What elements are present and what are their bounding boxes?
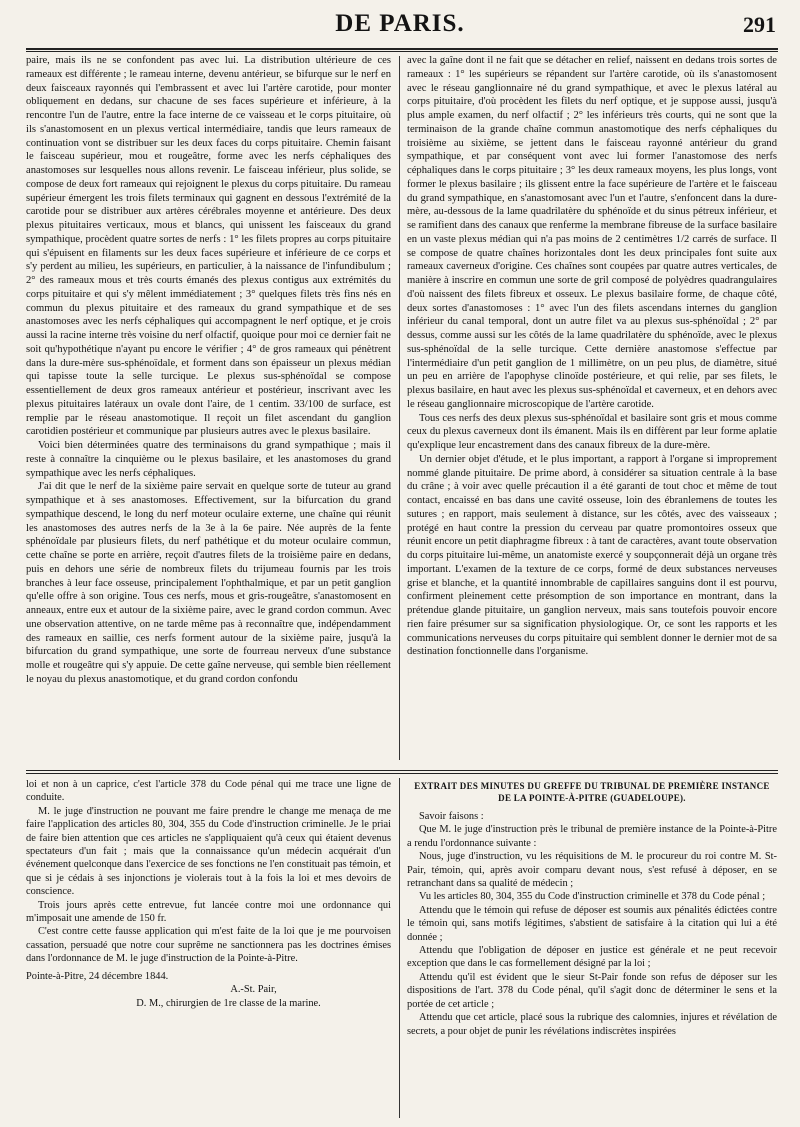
extract-paragraph: Vu les articles 80, 304, 355 du Code d'instruction criminelle et 378 du Code pénal ; <box>419 891 766 903</box>
letter-signature <box>26 970 391 1010</box>
page-header <box>24 10 776 40</box>
letter-paragraph: loi et non à un caprice, c'est l'article 378 du Code pénal qui me trace une ligne de conduite. <box>26 779 391 804</box>
column-divider <box>399 56 400 760</box>
extract-paragraph: Attendu que l'obligation de déposer en justice est générale et ne peut recevoir exception que dans le cas formellement désigné par la loi ; <box>407 945 777 970</box>
page-number: 291 <box>743 12 776 37</box>
article-paragraph: paire, mais ils ne se confondent pas avec lui. La distribution ultérieure de ces rameaux est différente ; le rameau interne, devenu antérieur, se bifurque sur le nerf en deux faisceaux rayonnés qui l'embrassent et avec lui l'artère carotide, pour monter obliquement en dedans, sur chacune de ses faces supérieure et inférieure, à la rencontre l'un de l'autre, entre la face interne de ce vaisseau et le corps pituitaire, où ils s'anastomosent en un plexus vertical intermédiaire, tandis que leurs rameaux de continuation vont se distribuer sur les deux faces du corps pituitaire. Chemin faisant le faisceau supérieur, mou et rougeâtre, forme avec les nerfs céphaliques des anastomoses sur lesquelles nous allons revenir. Le faisceau inférieur, plus solide, se compose de deux fort rameaux qui rejoignent le plexus du corps pituitaire. Du rameau supérieur émergent les trois filets terminaux qui gagnent en dessous l'extrémité de la carotide pour se distribuer aux artères cérébrales moyenne et antérieure. Des deux plexus pituitaires verticaux, mous et blancs, qui unissent les faisceaux du grand sympathique, procèdent quatre sortes de nerfs : 1° les filets propres au corps pituitaire qui s'épuisent en filaments sur les deux faces supérieure et inférieure de ce corps et s'y perdent au milieu, les supérieurs, en particulier, à la naissance de l'infundibulum ; 2° des rameaux mous et très courts émanés des plexus contigus aux extrémités du corps pituitaire et qui s'y mêlent immédiatement ; 3° quelques filets très fins nés en commun du plexus pituitaire et des rameaux du grand sympathique et de ses anastomoses avec les nerfs céphaliques qui accompagnent le nerf optique, et je crois aussi la racine interne très voisine du nerf olfactif, quoique pour moi ce dernier fait ne soit qu'hypothétique n'ayant pu encore le vérifier ; 4° de gros rameaux qui pénètrent dans la dure-mère sus-sphénoïdale, et forment dans son épaisseur un plexus médian qui tapisse toute la selle turcique. Le plexus sus-sphénoïdal se compose essentiellement de deux gros rameaux antérieur et postérieur, inscrivant avec les plexus pituitaires latéraux un ovale dont l'aire, de 1 centim. 33/100 de surface, est remplie par le réseau anastomotique. Il reçoit un filet ascendant du ganglion carotidien postérieur et communique par plusieurs autres avec le plexus basilaire. <box>26 55 391 438</box>
article-paragraph: avec la gaîne dont il ne fait que se détacher en relief, naissent en dedans trois sortes de rameaux : 1° les supérieurs se répandent sur l'artère carotide, où ils s'anastomosent avec le réseau ganglionnaire né du grand sympathique, et avec le plexus latéral au corps pituitaire, d'où procèdent les filets du nerf optique, et je suppose aussi, jusqu'à plus ample examen, du nerf olfactif ; 2° les inférieurs très courts, qui ne sont que la terminaison de la grande chaîne commun anastomotique des nerfs céphaliques du troisième au sixième, se jettent dans le faisceau rayonné antérieur du grand sympathique, et par conséquent vont avec lui former l'anastomose des nerfs céphaliques dans le corps pituitaire ; 3° les deux rameaux moyens, les plus longs, vont former le plexus basilaire ; ils glissent entre la face supérieure de l'artère et le faisceau du grand sympathique, en s'anastomosant avec l'un et l'autre, s'enfoncent dans la dure-mère, au-dessous de la lame quadrilatère du sphénoïde et du sinus pétreux inférieur, et se ramifient dans des canaux que renferme la membrane fibreuse de la surface basilaire en un vaste plexus médian qui n'a pas moins de 2 centimètres 1/2 carrés de surface. Il se compose de quatre chaînes horizontales dont les deux principales font suite aux rameaux caverneux d'origine. Ces chaînes sont coupées par quatre autres verticales, de manière à inscrire en commun une sorte de gril composé de polyèdres quadrangulaires d'où naissent des filets fibreux et osseux. Le plexus basilaire forme, de chaque côté, deux sortes d'anastomoses : 1° avec l'un des filets ascendans internes du ganglion inférieur du canal temporal, dont un autre filet va au plexus sus-sphénoïdal ; 2° par dessus, comme aussi sur les côtés de la lame quadrilatère du sphénoïde, avec le plexus sus-sphénoïdal de la selle turcique. Cette dernière anastomose s'effectue par l'intermédiaire d'un petit ganglion de 1 millimètre, on un peu plus, de diamètre, situé un peu en arrière de l'apophyse clinoïde postérieure, et qui relie, par ses filets, le plexus basilaire, en haut avec les plexus sus-sphénoïdal et caverneux, et en dehors avec le réseau ganglionnaire microscopique de l'artère carotide. <box>407 55 777 410</box>
signature-place-date: Pointe-à-Pitre, 24 décembre 1844. <box>26 970 169 982</box>
court-extract-column <box>407 778 777 1122</box>
column-divider <box>399 778 400 1118</box>
section-rule <box>26 773 778 774</box>
running-title: DE PARIS. <box>335 10 465 37</box>
extract-paragraph: Attendu que le témoin qui refuse de déposer est soumis aux pénalités édictées contre le témoin qui, sans motifs légitimes, s'abstient de satisfaire à la citation qui lui a été donnée ; <box>407 904 777 943</box>
extract-paragraph: Nous, juge d'instruction, vu les réquisitions de M. le procureur du roi contre M. St-Pair, témoin, qui, après avoir comparu devant nous, s'est refusé à déposer, en se retranchant dans sa qualité de médecin ; <box>407 851 777 890</box>
article-paragraph: Tous ces nerfs des deux plexus sus-sphénoïdal et basilaire sont gris et mous comme ceux du plexus caverneux dont ils émanent. Mais ils en diffèrent par leur forme aplatie qu'explique leur encastrement dans des canaux fibreux de la dure-mère. <box>407 412 777 451</box>
section-rule <box>26 770 778 771</box>
extract-paragraph: Savoir faisons : <box>419 811 484 822</box>
signature-name: A.-St. Pair, <box>230 984 277 996</box>
extract-paragraph: Que M. le juge d'instruction près le tribunal de première instance de la Pointe-à-Pitre a rendu l'ordonnance suivante : <box>407 824 777 849</box>
header-rule <box>26 48 778 50</box>
article-paragraph: Un dernier objet d'étude, et le plus important, a rapport à l'organe si improprement nommé glande pituitaire. De prime abord, à considérer sa situation centrale à la base du crâne ; à voir avec quelle précaution il a été garanti de tout choc et même de tout contact, encaissé en bas dans une cavité osseuse, loin des ébranlemens de toutes les sutures ; en rapport, mais seulement à distance, sur les côtés, avec des vaisseaux ; protégé en haut contre la pression du cerveau par quatre promontoires osseux que réunit encore un petit diaphragme fibreux : à tant de caractères, avant toute observation du corps pituitaire lui-même, un anatomiste exercé y soupçonnerait déjà un organe très important. L'examen de la texture de ce corps, formé de deux substances nerveuses grise et blanche, et la quantité innombrable de capillaires sanguins dont il est pourvu, confirment pleinement cette présomption de son importance en montrant, dans la prétendue glande pituitaire, un ganglion nerveux, mais sans toutefois pouvoir encore rien faire présumer sur sa signification physiologique. Or, ce sont les rapports et les communications nerveuses du corps pituitaire qui semblent donner le dernier mot de sa destination fonctionnelle dans l'organisme. <box>407 453 777 658</box>
article-paragraph: Voici bien déterminées quatre des terminaisons du grand sympathique ; mais il reste à connaître la cinquième ou le plexus basilaire, et les anastomoses du grand sympathique avec les nerfs céphaliques. <box>26 440 391 479</box>
signature-role: D. M., chirurgien de 1re classe de la marine. <box>136 997 321 1009</box>
letter-paragraph: M. le juge d'instruction ne pouvant me faire prendre le change me menaça de me faire l'application des articles 80, 304, 355 du Code d'instruction criminelle. Je le priai de faire bien attention que ces articles ne s'appliquaient qu'à ceux qui étaient devenus spectateurs d'un fait ; mais que la connaissance qu'un médecin acquérait d'un événement quelconque dans l'exercice de ses fonctions ne l'en constituait pas témoin, et que si je cédais à ses injonctions je violerais tout à la fois la loi et mes devoirs de conscience. <box>26 805 391 898</box>
extract-paragraph: Attendu qu'il est évident que le sieur St-Pair fonde son refus de déposer sur les dispositions de l'art. 378 du Code pénal, qu'il s'agit donc de déterminer le sens et la portée de cet article ; <box>407 971 777 1010</box>
letter-paragraph: Trois jours après cette entrevue, fut lancée contre moi une ordonnance qui m'imposait une amende de 150 fr. <box>26 899 391 925</box>
article-column-left <box>26 54 391 762</box>
header-rule-thin <box>26 51 778 52</box>
letter-column <box>26 778 391 1122</box>
article-column-right <box>407 54 777 762</box>
extract-title: EXTRAIT DES MINUTES DU GREFFE DU TRIBUNAL DE PREMIÈRE INSTANCE DE LA POINTE-À-PITRE (GUADELOUPE). <box>414 781 770 803</box>
article-paragraph: J'ai dit que le nerf de la sixième paire servait en quelque sorte de tuteur au grand sympathique et à ses anastomoses. Effectivement, sur la bifurcation du grand sympathique descend, le long du nerf moteur oculaire externe, une chaîne qui réunit les anastomoses des autres nerfs de la 3e à la 6e paire. Née auprès de la fente sphénoïdale par plusieurs filets, du nerf pathétique et du moteur oculaire commun, cette chaîne se porte en arrière, reçoit d'autres filets de la troisième paire en dedans, puis en dehors une série de nombreux filets du trijumeau fournis par les trois branches à leur face osseuse, principalement l'ophthalmique, et par un petit ganglion qu'elle offre à son origine. Tous ces nerfs, mous et gris-rougeâtre, s'anastomosent en anneaux, entre eux et autour de la sixième paire, avec le grand cordon commun. Avec une observation attentive, on ne tarde même pas à reconnaître que, indépendamment des rameaux en saillie, ces nerfs forment autour de la sixième paire, jusqu'à la bifurcation du grand sympathique, une sorte de fourreau nerveux d'une substance molle et rougeâtre qui s'y appuie. De cette gaîne nerveuse, qui semble bien réellement le noyau du plexus anastomotique, et du grand cordon confondu <box>26 481 391 685</box>
letter-paragraph: C'est contre cette fausse application qui m'est faite de la loi que je me pourvoisen cassation, persuadé que notre cour suprême ne sanctionnera pas les doctrines émises dans l'ordonnance de M. le juge d'instruction de la Pointe-à-Pitre. <box>26 926 391 965</box>
extract-paragraph: Attendu que cet article, placé sous la rubrique des calomnies, injures et révélation de secrets, a pour objet de punir les révélations indiscrètes inspirées <box>407 1012 777 1037</box>
